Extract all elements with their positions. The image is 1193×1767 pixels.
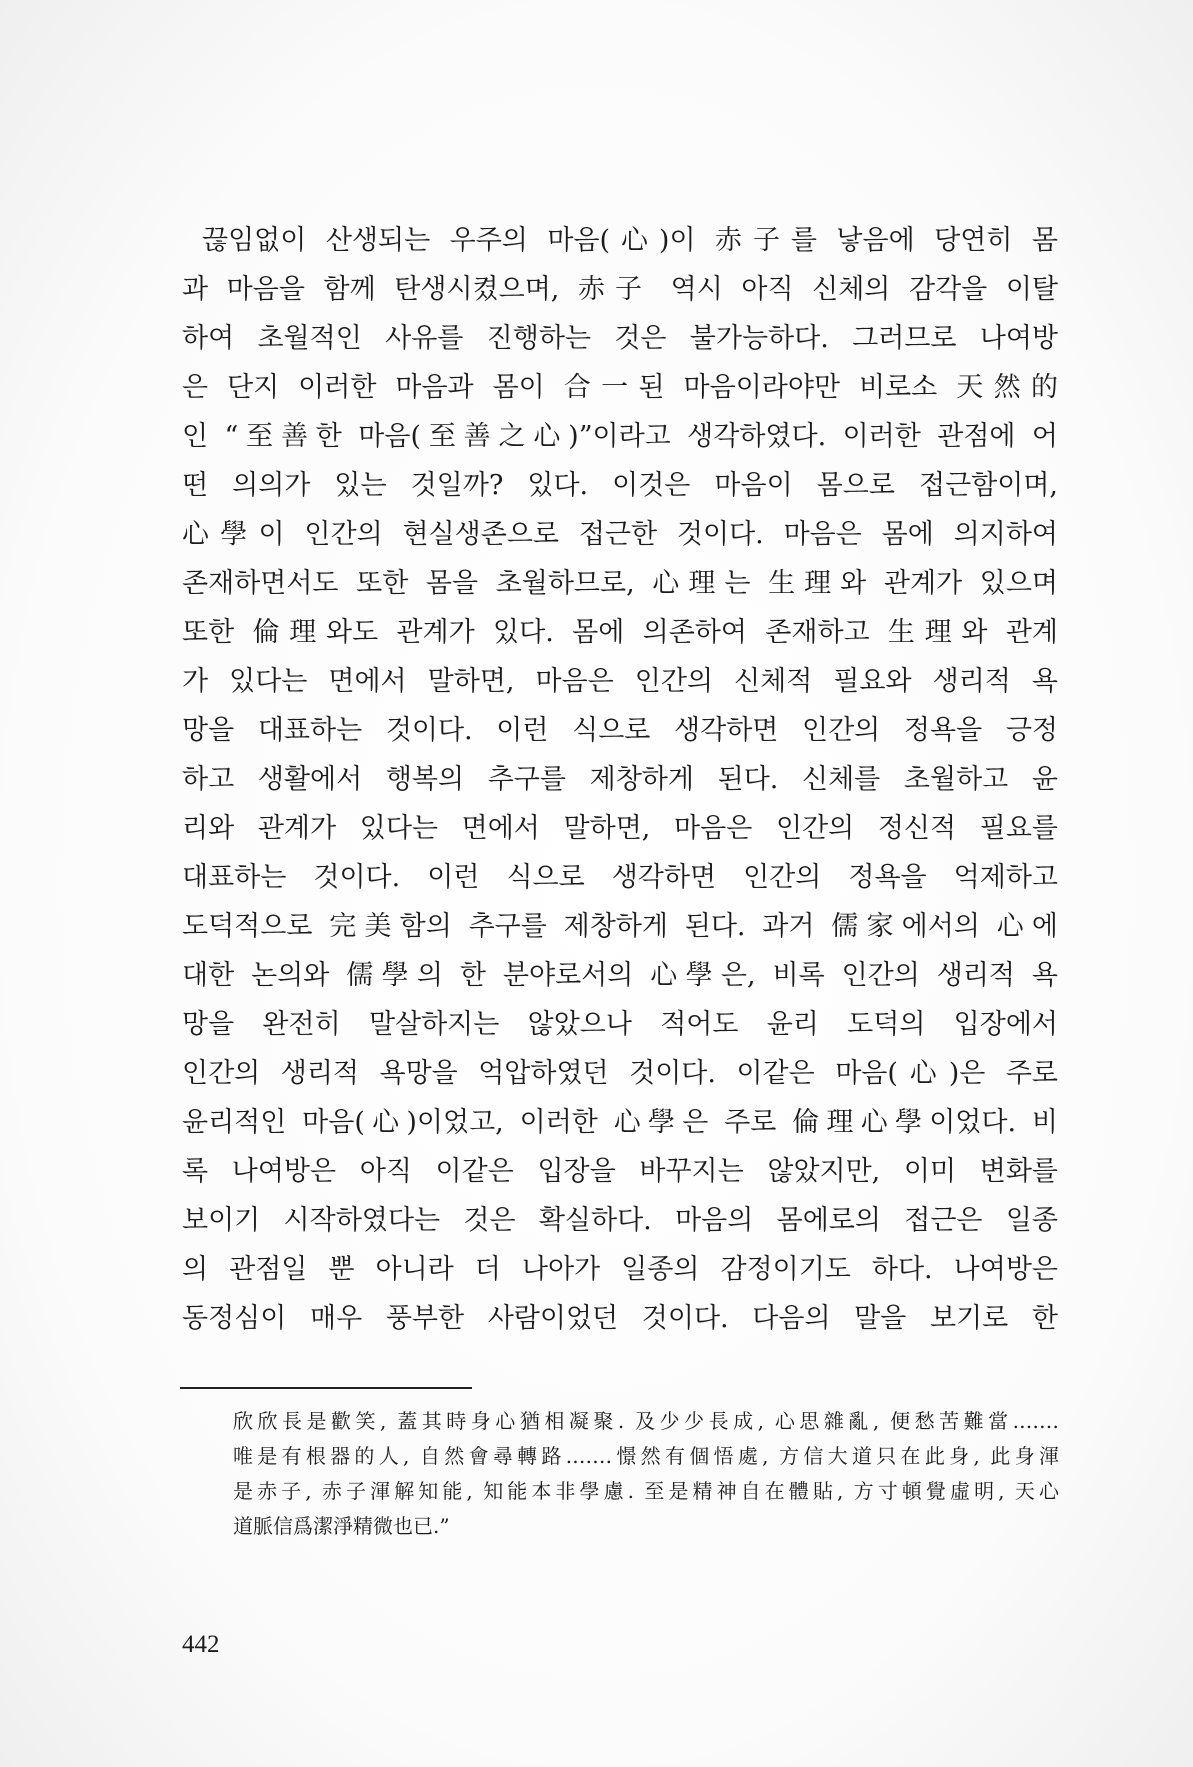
body-line: 대한 논의와 儒學의 한 분야로서의 心學은, 비록 인간의 생리적 욕 (182, 960, 1058, 991)
body-line: 도덕적으로 完美함의 추구를 제창하게 된다. 과거 儒家에서의 心에 (182, 911, 1058, 942)
body-line: 존재하면서도 또한 몸을 초월하므로, 心理는 生理와 관계가 있으며 (182, 568, 1058, 599)
footnote-separator (180, 1387, 472, 1389)
body-line: 은 단지 이러한 마음과 몸이 合一된 마음이라야만 비로소 天然的 (182, 372, 1058, 403)
body-line: 보이기 시작하였다는 것은 확실하다. 마음의 몸에로의 접근은 일종 (182, 1205, 1058, 1236)
body-line: 리와 관계가 있다는 면에서 말하면, 마음은 인간의 정신적 필요를 (182, 813, 1058, 844)
body-line: 하여 초월적인 사유를 진행하는 것은 불가능하다. 그러므로 나여방 (182, 323, 1058, 354)
body-line: 대표하는 것이다. 이런 식으로 생각하면 인간의 정욕을 억제하고 (182, 862, 1058, 893)
body-line: 心學이 인간의 현실생존으로 접근한 것이다. 마음은 몸에 의지하여 (182, 519, 1058, 550)
body-line: 인 “至善한 마음(至善之心)”이라고 생각하였다. 이러한 관점에 어 (182, 421, 1058, 452)
body-line: 또한 倫理와도 관계가 있다. 몸에 의존하여 존재하고 生理와 관계 (182, 617, 1058, 648)
body-text (182, 216, 1058, 1343)
body-line: 동정심이 매우 풍부한 사람이었던 것이다. 다음의 말을 보기로 한 (182, 1303, 1058, 1334)
footnote-line: 道脈信爲潔淨精微也已.” (233, 1514, 450, 1538)
body-line: 윤리적인 마음(心)이었고, 이러한 心學은 주로 倫理心學이었다. 비 (182, 1107, 1058, 1138)
body-line: 의 관점일 뿐 아니라 더 나아가 일종의 감정이기도 하다. 나여방은 (182, 1254, 1058, 1285)
body-line: 가 있다는 면에서 말하면, 마음은 인간의 신체적 필요와 생리적 욕 (182, 666, 1058, 697)
body-line: 망을 대표하는 것이다. 이런 식으로 생각하면 인간의 정욕을 긍정 (182, 715, 1058, 746)
body-line: 록 나여방은 아직 이같은 입장을 바꾸지는 않았지만, 이미 변화를 (182, 1156, 1058, 1187)
body-line: 떤 의의가 있는 것일까? 있다. 이것은 마음이 몸으로 접근함이며, (182, 470, 1058, 501)
body-line: 망을 완전히 말살하지는 않았으나 적어도 윤리 도덕의 입장에서 (182, 1009, 1058, 1040)
page-number: 442 (182, 1631, 220, 1658)
body-line: 인간의 생리적 욕망을 억압하였던 것이다. 이같은 마음(心)은 주로 (182, 1058, 1058, 1089)
footnote-line: 是赤子, 赤子渾解知能, 知能本非學慮. 至是精神自在體貼, 方寸頓覺虛明, 天心 (233, 1479, 1059, 1503)
footnote-line: 唯是有根器的人, 自然會尋轉路.……憬然有個悟處, 方信大道只在此身, 此身渾 (233, 1444, 1059, 1468)
footnote (233, 1404, 1059, 1544)
body-line: 끊임없이 산생되는 우주의 마음(心)이 赤子를 낳음에 당연히 몸 (202, 225, 1058, 256)
footnote-line: 欣欣長是歡笑, 蓋其時身心猶相凝聚. 及少少長成, 心思雜亂, 便愁苦難當.…… (233, 1409, 1059, 1433)
body-line: 과 마음을 함께 탄생시켰으며, 赤子 역시 아직 신체의 감각을 이탈 (182, 274, 1058, 305)
body-line: 하고 생활에서 행복의 추구를 제창하게 된다. 신체를 초월하고 윤 (182, 764, 1058, 795)
